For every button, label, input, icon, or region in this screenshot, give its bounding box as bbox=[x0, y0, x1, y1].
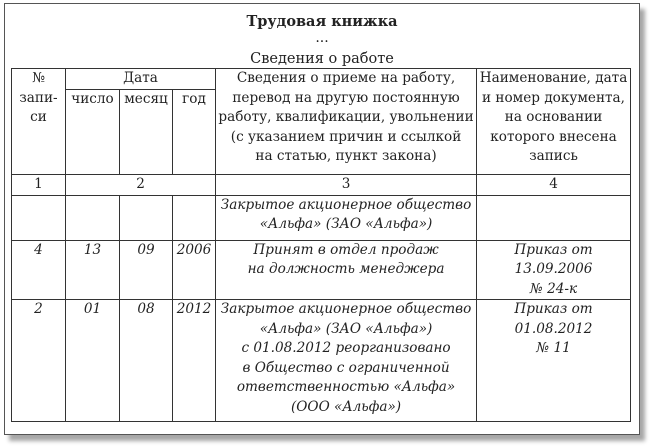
record-info bbox=[216, 300, 477, 422]
record-info-line: «Альфа» (ЗАО «Альфа») bbox=[259, 320, 433, 337]
header-employment-info bbox=[216, 69, 477, 175]
header-info-line: работу, квалификации, увольнении bbox=[218, 109, 474, 125]
record-info bbox=[216, 240, 477, 300]
record-info-line: на должность менеджера bbox=[247, 261, 445, 277]
record-info-line: Закрытое акционерное общество bbox=[220, 196, 472, 213]
record-info-line: Принят в отдел продаж bbox=[253, 241, 439, 258]
header-no-line: № bbox=[32, 70, 45, 86]
record-info-line: (ООО «Альфа») bbox=[290, 398, 402, 415]
record-info-line: Закрытое акционерное общество bbox=[220, 301, 472, 317]
column-number: 1 bbox=[12, 174, 66, 195]
header-doc-line: и номер документа, bbox=[482, 89, 625, 106]
record-info bbox=[216, 195, 477, 240]
table-row bbox=[12, 195, 631, 240]
record-month: 09 bbox=[120, 240, 173, 300]
header-doc-line: которого внесена bbox=[490, 128, 617, 145]
header-doc-line: на основании bbox=[504, 109, 603, 125]
header-month: месяц bbox=[120, 89, 173, 174]
header-doc-line: запись bbox=[529, 148, 578, 164]
header-year: год bbox=[173, 89, 216, 174]
record-info-line: с 01.08.2012 реорганизовано bbox=[241, 340, 451, 356]
header-info-line: (с указанием причин и ссылкой bbox=[230, 128, 462, 145]
record-day: 01 bbox=[66, 300, 120, 422]
record-info-line: ответственностью «Альфа» bbox=[236, 379, 456, 395]
table-row bbox=[12, 240, 631, 300]
record-year: 2006 bbox=[173, 240, 216, 300]
record-document-line: № 11 bbox=[536, 340, 571, 356]
record-month bbox=[120, 195, 173, 240]
work-record-table bbox=[11, 68, 631, 422]
header-no-line: си bbox=[30, 109, 47, 125]
header-info-line: Сведения о приеме на работу, bbox=[236, 70, 456, 86]
header-date: Дата bbox=[66, 69, 216, 90]
header-day: число bbox=[66, 89, 120, 174]
record-info-line: «Альфа» (ЗАО «Альфа») bbox=[259, 216, 433, 232]
header-no-line: запи- bbox=[19, 89, 58, 106]
record-document bbox=[477, 300, 631, 422]
record-document-line: Приказ от 01.08.2012 bbox=[514, 301, 593, 337]
record-day bbox=[66, 195, 120, 240]
record-info-line: в Общество с ограниченной bbox=[242, 359, 450, 376]
header-record-number bbox=[12, 69, 66, 175]
header-doc-line: Наименование, дата bbox=[479, 70, 628, 86]
header-basis-document bbox=[477, 69, 631, 175]
record-number bbox=[12, 195, 66, 240]
record-document bbox=[477, 195, 631, 240]
record-number: 4 bbox=[12, 240, 66, 300]
document-title: Трудовая книжка bbox=[246, 13, 398, 30]
record-year bbox=[173, 195, 216, 240]
record-document bbox=[477, 240, 631, 300]
record-day: 13 bbox=[66, 240, 120, 300]
record-month: 08 bbox=[120, 300, 173, 422]
record-number: 2 bbox=[12, 300, 66, 422]
column-number: 4 bbox=[477, 174, 631, 195]
record-document-line: Приказ от 13.09.2006 bbox=[514, 241, 593, 277]
header-info-line: на статью, пункт закона) bbox=[255, 148, 437, 164]
section-subtitle: Сведения о работе bbox=[250, 51, 394, 67]
column-number: 2 bbox=[66, 174, 216, 195]
record-year: 2012 bbox=[173, 300, 216, 422]
header-row bbox=[12, 69, 631, 90]
column-number: 3 bbox=[216, 174, 477, 195]
omission-ellipsis: ... bbox=[315, 30, 329, 46]
table-row bbox=[12, 300, 631, 422]
header-info-line: перевод на другую постоянную bbox=[232, 89, 460, 106]
record-document-line: № 24-к bbox=[529, 280, 578, 297]
column-number-row bbox=[12, 174, 631, 195]
